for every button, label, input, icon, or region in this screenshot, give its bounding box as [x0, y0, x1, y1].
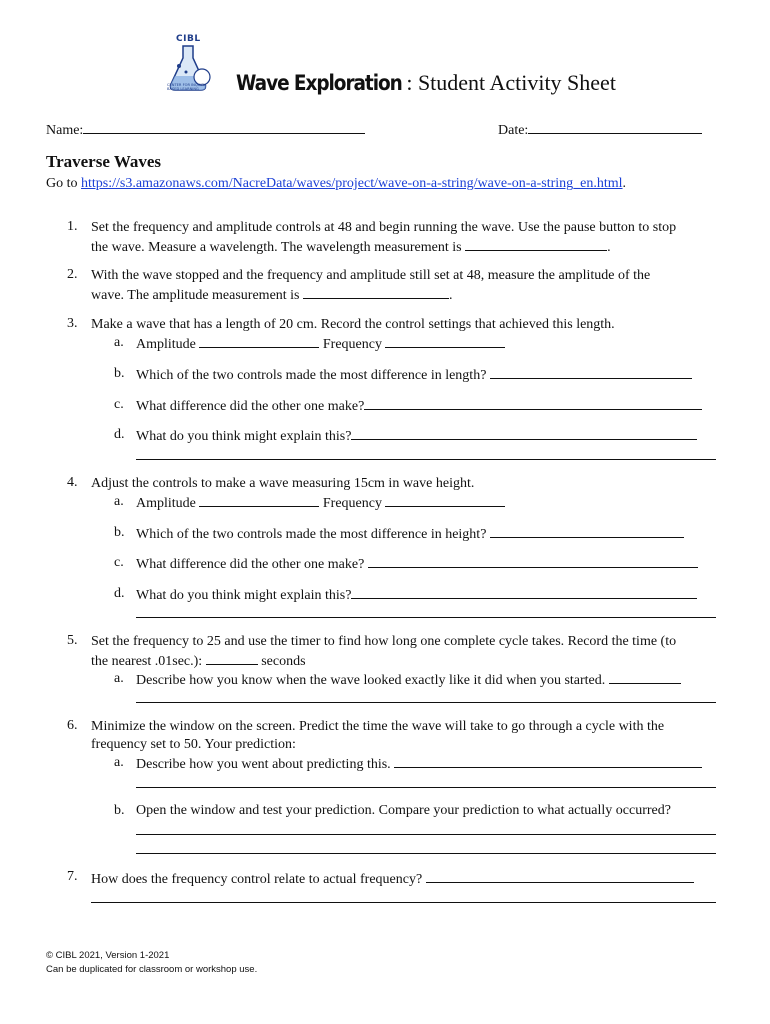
q1-line2: [91, 237, 676, 257]
q4d-text: What do you think might explain this?: [136, 588, 352, 603]
q6a-label: a.: [114, 755, 124, 770]
q4-number: 4.: [67, 475, 78, 490]
q4b-text: Which of the two controls made the most difference in height?: [136, 527, 487, 542]
q4-text: Adjust the controls to make a wave measuring 15cm in wave height.: [91, 476, 475, 491]
q2-text: [91, 267, 650, 305]
q4c-label: c.: [114, 555, 124, 570]
title-bold: Wave Exploration: [236, 71, 402, 95]
footer-license: Can be duplicated for classroom or workshop use.: [46, 964, 258, 975]
q4d-line: [136, 585, 697, 605]
name-blank[interactable]: [83, 120, 365, 134]
logo-subtitle: CENTER FOR INQUIRY-BASED LEARNING: [167, 83, 207, 91]
q7-line: [91, 869, 694, 889]
q6-line1: Minimize the window on the screen. Predict the time the wave will take to go through a cycle with the: [91, 719, 665, 734]
q3-number: 3.: [67, 316, 78, 331]
q6-number: 6.: [67, 718, 78, 733]
q4c-blank[interactable]: [368, 554, 698, 568]
footer: [46, 949, 257, 977]
q2-line1: With the wave stopped and the frequency and amplitude still set at 48, measure the amplitude of the: [91, 268, 651, 283]
q3d-line: [136, 426, 697, 446]
q7-answer-line[interactable]: [91, 902, 716, 903]
q6b-label: b.: [114, 803, 125, 818]
q3a-amplitude-label: Amplitude: [136, 337, 196, 352]
q5-number: 5.: [67, 633, 78, 648]
q5a-answer-line[interactable]: [136, 702, 716, 703]
q3b-blank[interactable]: [490, 365, 692, 379]
q5-time-blank[interactable]: [206, 651, 258, 665]
q3a-label: a.: [114, 335, 124, 350]
q6-line2: frequency set to 50. Your prediction:: [91, 737, 296, 752]
q5-line1: Set the frequency to 25 and use the timer to find how long one complete cycle takes. Record the time (to: [91, 634, 677, 649]
logo-text: CIBL: [176, 34, 201, 44]
q3b-text: Which of the two controls made the most difference in length?: [136, 368, 487, 383]
q6a-line: [136, 754, 702, 774]
name-field[interactable]: [46, 120, 365, 140]
simulation-link[interactable]: https://s3.amazonaws.com/NacreData/waves/project/wave-on-a-string/wave-on-a-string_en.html: [81, 176, 623, 191]
q3b-label: b.: [114, 366, 125, 381]
q1-end: .: [607, 240, 611, 255]
q1-line1: Set the frequency and amplitude controls at 48 and begin running the wave. Use the pause button to stop: [91, 220, 677, 235]
q3d-text: What do you think might explain this?: [136, 429, 352, 444]
q4d-blank[interactable]: [351, 585, 697, 599]
name-label: Name:: [46, 123, 84, 138]
q4c-text: What difference did the other one make?: [136, 557, 365, 572]
q6a-answer-line[interactable]: [136, 787, 716, 788]
q3c-blank[interactable]: [364, 396, 702, 410]
q3-text: Make a wave that has a length of 20 cm. Record the control settings that achieved this length.: [91, 317, 615, 332]
q4c-line: [136, 554, 698, 574]
q4a-amplitude-blank[interactable]: [199, 493, 319, 507]
q1-blank[interactable]: [465, 237, 607, 251]
q5-line2-pre: the nearest .01sec.):: [91, 654, 203, 669]
q6b-answer-line-2[interactable]: [136, 853, 716, 854]
q3a-frequency-blank[interactable]: [385, 334, 505, 348]
q7-blank[interactable]: [426, 869, 694, 883]
q2-blank[interactable]: [303, 285, 449, 299]
q4b-blank[interactable]: [490, 524, 684, 538]
q5a-text: Describe how you know when the wave looked exactly like it did when you started.: [136, 673, 606, 688]
q1-text: [91, 219, 676, 257]
q4d-answer-line[interactable]: [136, 617, 716, 618]
title-rest: : Student Activity Sheet: [406, 70, 616, 95]
q4a-line: [136, 493, 505, 513]
q3a-amplitude-blank[interactable]: [199, 334, 319, 348]
q3d-answer-line[interactable]: [136, 459, 716, 460]
q5-line2-post: seconds: [261, 654, 306, 669]
q3b-line: [136, 365, 692, 385]
q2-line2: [91, 285, 650, 305]
q1-number: 1.: [67, 219, 78, 234]
q7-text: How does the frequency control relate to actual frequency?: [91, 872, 423, 887]
q4a-frequency-blank[interactable]: [385, 493, 505, 507]
goto-suffix: .: [622, 176, 627, 191]
q5-text: [91, 633, 676, 671]
q6b-answer-line-1[interactable]: [136, 834, 716, 835]
q1-line2-text: the wave. Measure a wavelength. The wavelength measurement is: [91, 240, 462, 255]
date-label: Date:: [498, 123, 529, 138]
q2-end: .: [449, 288, 453, 303]
q6a-blank[interactable]: [394, 754, 702, 768]
goto-prefix: Go to: [46, 176, 81, 191]
q5a-line: [136, 670, 681, 690]
q4a-frequency-label: Frequency: [322, 496, 382, 511]
date-field[interactable]: [498, 120, 702, 140]
q6a-text: Describe how you went about predicting this.: [136, 757, 391, 772]
q5-line2: [91, 651, 676, 671]
q7-number: 7.: [67, 869, 78, 884]
q3c-text: What difference did the other one make?: [136, 399, 365, 414]
q3a-frequency-label: Frequency: [322, 337, 382, 352]
cibl-logo: [163, 34, 213, 102]
q3d-label: d.: [114, 427, 125, 442]
q4b-line: [136, 524, 684, 544]
q3c-line: [136, 396, 702, 416]
q2-line2-text: wave. The amplitude measurement is: [91, 288, 300, 303]
q3c-label: c.: [114, 397, 124, 412]
footer-copyright: © CIBL 2021, Version 1-2021: [46, 950, 170, 961]
q4a-label: a.: [114, 494, 124, 509]
q4a-amplitude-label: Amplitude: [136, 496, 196, 511]
q5a-blank[interactable]: [609, 670, 681, 684]
q2-number: 2.: [67, 267, 78, 282]
q4b-label: b.: [114, 525, 125, 540]
q5a-label: a.: [114, 671, 124, 686]
page-title: [236, 70, 616, 96]
q3a-line: [136, 334, 505, 354]
q4d-label: d.: [114, 586, 125, 601]
goto-line: [46, 176, 626, 192]
section-title: Traverse Waves: [46, 152, 162, 171]
q3d-blank[interactable]: [351, 426, 697, 440]
date-blank[interactable]: [528, 120, 702, 134]
q6b-text: Open the window and test your prediction. Compare your prediction to what actually occurred?: [136, 803, 671, 818]
q6-text: [91, 718, 664, 754]
